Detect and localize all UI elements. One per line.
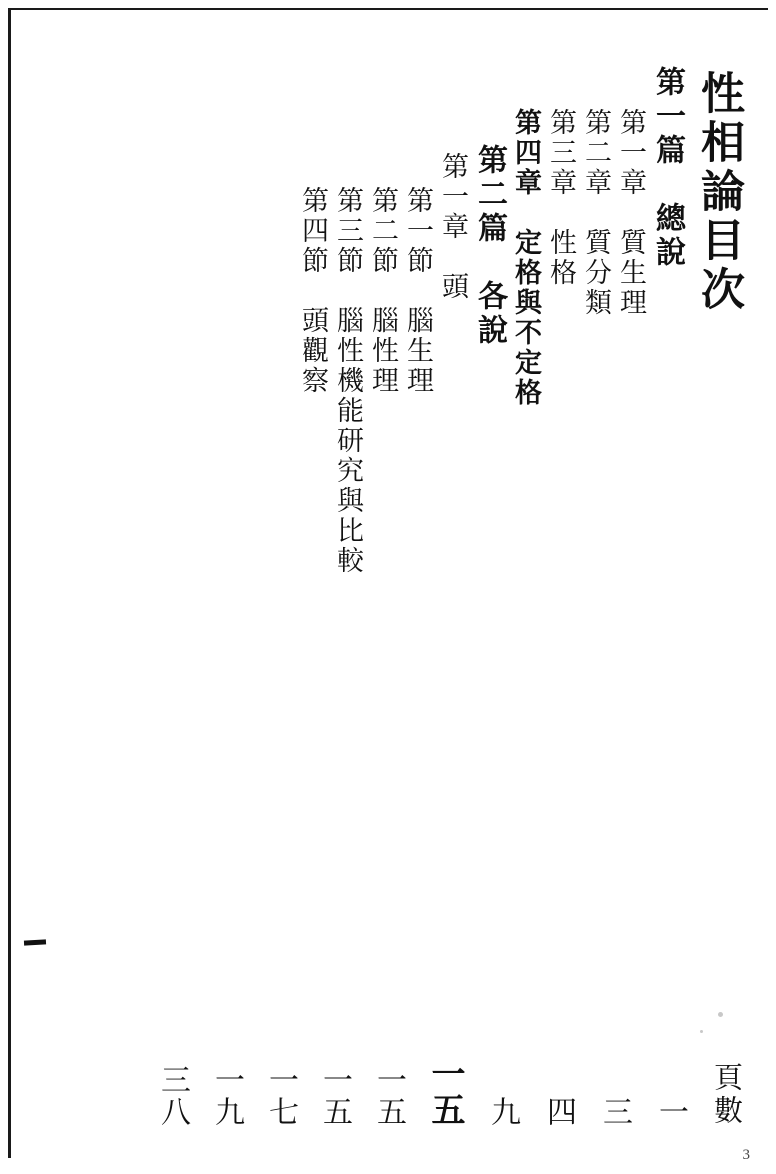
section-entry-2-1-3: 第三節 腦性機能研究與比較 — [333, 186, 363, 576]
page-number-column — [133, 1056, 740, 1128]
chapter-entry-2-1: 第一章 頭 — [438, 152, 468, 302]
section-entry-2-1-2: 第二節 腦性理 — [368, 186, 398, 396]
part-entry-1-text: 第一篇 總說 — [651, 66, 684, 270]
page-number-9: 三八 — [156, 1064, 189, 1128]
chapter-entry-1-4: 第四章 定格與不定格 — [511, 108, 541, 408]
section-entry-2-1-1: 第一節 腦生理 — [403, 186, 433, 396]
page-number-4: 一五 — [426, 1056, 463, 1128]
page-number-header: 頁數 — [710, 1062, 742, 1128]
part-entry-2 — [474, 56, 504, 348]
page-number-8: 一九 — [210, 1064, 243, 1128]
page-number-5: 一五 — [372, 1064, 405, 1128]
page-number-7: 一七 — [264, 1064, 297, 1128]
scan-speck — [700, 1030, 703, 1033]
part-entry-2-text: 第二篇 各說 — [473, 144, 506, 348]
page-number-3: 九 — [486, 1096, 519, 1128]
page-title: 性相論目次 — [694, 70, 743, 315]
table-of-contents — [291, 56, 743, 1016]
chapter-entry-1-3: 第三章 性格 — [546, 108, 576, 288]
part-entry-1 — [652, 56, 682, 270]
page-number-1: 三 — [598, 1096, 631, 1128]
scan-speck — [718, 1012, 723, 1017]
section-entry-2-1-4: 第四節 頭觀察 — [298, 186, 328, 396]
folio-number: 3 — [742, 1147, 750, 1163]
page-number-6: 一五 — [318, 1064, 351, 1128]
chapter-entry-1-2: 第二章 質分類 — [581, 108, 611, 318]
page-number-2: 四 — [542, 1096, 575, 1128]
page-number-0: 一 — [654, 1096, 687, 1128]
chapter-entry-1-1: 第一章 質生理 — [616, 108, 646, 318]
